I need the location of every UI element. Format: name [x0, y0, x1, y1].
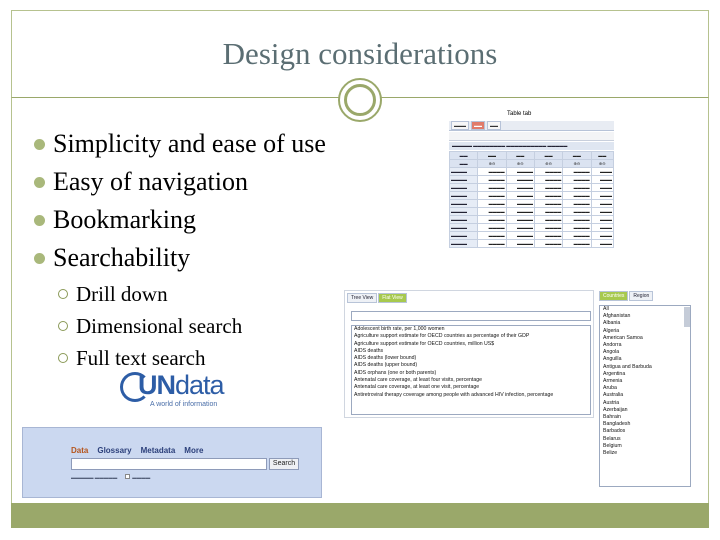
search-options [71, 474, 150, 480]
search-tabs [71, 446, 203, 455]
list-item[interactable]: Azerbaijan [603, 406, 628, 413]
tab-glossary[interactable]: Glossary [97, 446, 132, 455]
undata-logo [120, 370, 226, 414]
tree-filter-input[interactable] [351, 311, 591, 321]
list-item[interactable]: Argentina [603, 370, 626, 377]
sub-bullet-list [58, 278, 242, 374]
bullet-list [34, 125, 326, 277]
country-tabs [599, 291, 653, 301]
list-item[interactable]: Antenatal care coverage, at least one visit, percentage [354, 384, 480, 391]
table-toolbar [449, 121, 614, 131]
country-list[interactable] [599, 305, 691, 487]
list-item[interactable]: Antiretroviral therapy coverage among people with advanced HIV infection, percentage [354, 391, 554, 398]
bullet-dot-icon [34, 139, 45, 150]
bullet-item: Bookmarking [34, 201, 326, 239]
list-item[interactable]: AIDS deaths (upper bound) [354, 362, 418, 369]
list-item[interactable]: Agriculture support estimate for OECD countries, million US$ [354, 340, 495, 347]
country-scrollbar[interactable] [684, 307, 690, 327]
sub-bullet-ring-icon [58, 321, 68, 331]
list-item[interactable]: Afghanistan [603, 313, 631, 320]
list-item[interactable]: AIDS orphans (one or both parents) [354, 369, 437, 376]
list-item[interactable]: Aruba [603, 385, 617, 392]
sub-bullet-item: Full text search [58, 342, 242, 374]
country-list-screenshot [599, 291, 695, 489]
list-item[interactable]: Agriculture support estimate for OECD countries as percentage of their GDP [354, 333, 530, 340]
list-item[interactable]: Belarus [603, 435, 621, 442]
bullet-dot-icon [34, 253, 45, 264]
search-option-checkbox[interactable]: ▬▬▬▬ [125, 474, 150, 480]
table-caption: ▬▬▬▬▬ ▬▬▬▬▬▬▬▬ ▬▬▬▬▬▬▬▬▬▬ ▬▬▬▬▬ [449, 142, 614, 150]
list-item[interactable]: Adolescent birth rate, per 1,000 women [354, 326, 445, 332]
list-item[interactable]: American Samoa [603, 334, 643, 341]
ring-ornament-icon [338, 78, 382, 122]
sub-bullet-ring-icon [58, 353, 68, 363]
tab-metadata[interactable]: Metadata [140, 446, 176, 455]
bullet-dot-icon [34, 215, 45, 226]
list-item[interactable]: Antenatal care coverage, at least four visits, percentage [354, 377, 483, 384]
tab-region[interactable]: Region [629, 291, 653, 301]
indicator-list[interactable] [351, 325, 591, 415]
list-item[interactable]: Australia [603, 392, 624, 399]
slide-title: Design considerations [222, 36, 498, 71]
list-item[interactable]: Belgium [603, 442, 622, 449]
search-option-blurred: ▬▬▬▬▬ ▬▬▬▬▬ [71, 474, 118, 480]
bullet-dot-icon [34, 177, 45, 188]
list-item[interactable]: Barbados [603, 428, 626, 435]
list-item[interactable]: Albania [603, 320, 621, 327]
tab-flat-view[interactable]: Flat View [378, 293, 406, 303]
tree-tabs [347, 293, 407, 303]
tab-data[interactable]: Data [71, 446, 89, 455]
list-item[interactable]: All [603, 306, 609, 312]
list-item[interactable]: Angola [603, 349, 620, 356]
search-input[interactable] [71, 458, 267, 470]
bullet-item: Simplicity and ease of use [34, 125, 326, 163]
search-button[interactable]: Search [269, 458, 299, 470]
list-item[interactable]: Antigua and Barbuda [603, 363, 652, 370]
toolbar-tab[interactable]: ▬▬▬ [451, 121, 469, 130]
bullet-item: Easy of navigation [34, 163, 326, 201]
list-item[interactable]: Belize [603, 450, 618, 457]
footer-band [11, 503, 709, 528]
table-tab-label: Table tab [507, 111, 532, 117]
bullet-item: Searchability [34, 239, 326, 277]
list-item[interactable]: Anguilla [603, 356, 622, 363]
list-item[interactable]: Bangladesh [603, 421, 631, 428]
toolbar-tab-table[interactable]: ▬▬ [471, 121, 485, 130]
table-icon-row [449, 132, 614, 141]
tree-view-screenshot [344, 290, 594, 418]
sub-bullet-ring-icon [58, 289, 68, 299]
search-widget-screenshot [22, 427, 322, 498]
logo-tagline: A world of information [150, 401, 218, 408]
list-item[interactable]: Andorra [603, 342, 622, 349]
toolbar-tab[interactable]: ▬▬ [487, 121, 501, 130]
tab-countries[interactable]: Countries [599, 291, 628, 301]
list-item[interactable]: Algeria [603, 327, 620, 334]
data-table: ▬▬ ▬▬ ▬▬ ▬▬ ▬▬ ▬▬ ▬▬ ⊕⊖ ⊕⊖ ⊕⊖ ⊕⊖ ⊕⊖ ▬▬▬▬ ▬▬▬▬ ▬▬▬▬ ▬▬▬▬ ▬▬▬▬ ▬▬▬ ▬▬▬▬ ▬▬▬▬ ▬▬▬▬ ▬▬▬▬ ▬▬▬▬ ▬▬▬ ▬▬▬▬ ▬▬▬▬ ▬▬▬▬ ▬▬▬▬ ▬▬▬▬ ▬▬▬ ▬▬▬▬ ▬▬▬▬ ▬▬▬▬ ▬▬▬▬ ▬▬▬▬ ▬▬▬ ▬▬▬▬ ▬▬▬▬ ▬▬▬▬ ▬▬▬▬ ▬▬▬▬ ▬▬▬ ▬▬▬▬ ▬▬▬▬ ▬▬▬▬ ▬▬▬▬ ▬▬▬▬ ▬▬▬ ▬▬▬▬ ▬▬▬▬ ▬▬▬▬ ▬▬▬▬ ▬▬▬▬ ▬▬▬ ▬▬▬▬ ▬▬▬▬ ▬▬▬▬ ▬▬▬▬ ▬▬▬▬ ▬▬▬ ▬▬▬▬ ▬▬▬▬ ▬▬▬▬ ▬▬▬▬ ▬▬▬▬ ▬▬▬ ▬▬▬▬ ▬▬▬▬ ▬▬▬▬ ▬▬▬▬ ▬▬▬▬ ▬▬▬ [451, 153, 612, 246]
list-item[interactable]: AIDS deaths [354, 347, 384, 354]
tab-tree-view[interactable]: Tree View [347, 293, 377, 303]
table-tab-screenshot [449, 111, 614, 261]
logo-wordmark: UNdata [138, 370, 224, 400]
tab-more[interactable]: More [184, 446, 204, 455]
list-item[interactable]: Austria [603, 399, 620, 406]
sub-bullet-item: Dimensional search [58, 310, 242, 342]
sub-bullet-item: Drill down [58, 278, 242, 310]
list-item[interactable]: Armenia [603, 378, 623, 385]
list-item[interactable]: Bahrain [603, 414, 621, 421]
list-item[interactable]: AIDS deaths (lower bound) [354, 355, 417, 362]
